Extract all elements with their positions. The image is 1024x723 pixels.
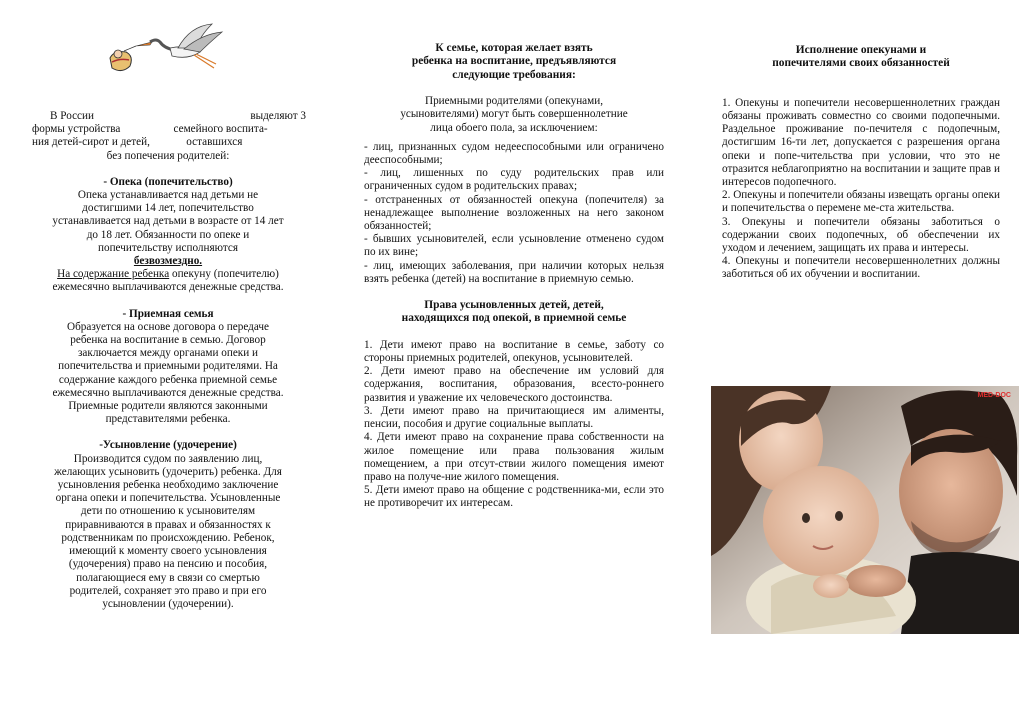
requirements-heading: К семье, которая желает взять ребенка на воспитание, предъявляются следующие требования: xyxy=(411,42,617,81)
list-item: - лиц, признанных судом недееспособными или ограничено дееспособными; xyxy=(364,140,664,167)
section-guardianship-title: - Опека (попечительство) xyxy=(103,175,233,188)
list-item: 1. Опекуны и попечители несовершеннолетних граждан обязаны проживать совместно со своими подопечными. Раздельное проживание по-печителя с подопечным, достигшим 16-ти лет, допускается с разрешения органа опеки и попе-чительства при условии, что это не отразится неблагоприятно на воспитании и защите прав и интересов подопечного. xyxy=(722,96,1000,189)
list-item: 2. Опекуны и попечители обязаны извещать органы опеки и попечительства о перемене ме-ста жительства. xyxy=(722,189,1000,215)
section-adoption-text: Производится судом по заявлению лиц, желающих усыновить (удочерить) ребенка. Для усыновления ребенка необходимо заключение органа опеки и попечительства. Усыновленные дети по отношению к усыновителям приравниваются в правах и обязанностях к родственникам по происхождению. Ребенок, имеющий к моменту своего усыновления (удочерения) право на пенсию и пособия, полагающиеся ему в связи со смертью родителей, сохраняет это право и при его усыновлении (удочерении). xyxy=(54,452,282,610)
stork-icon xyxy=(104,22,224,82)
family-photo xyxy=(711,386,1019,634)
intro-text: В России выделяют 3 формы устройства семейного воспита- ния детей-сирот и детей, оставшихся без попечения родителей: xyxy=(32,110,306,162)
list-item: 2. Дети имеют право на обеспечение им условий для содержания, воспитания, образования, всесто-роннего развития и уважение их человеческого достоинства. xyxy=(364,365,664,404)
list-item: - лиц, лишенных по суду родительских прав или ограниченных судом в родительских правах; xyxy=(364,167,664,193)
section-foster-title: - Приемная семья xyxy=(122,307,214,320)
exclusions-list xyxy=(364,141,664,286)
list-item: 5. Дети имеют право на общение с родственника-ми, если это не противоречит их интересам. xyxy=(364,484,664,510)
section-guardianship-text: Опека устанавливается над детьми не достигшими 14 лет, попечительство устанавливается над детьми в возрасте от 14 лет до 18 лет. Обязанности по опеке и попечительству исполняются безвозмездно. На содержание ребенка опекуну (попечителю) ежемесячно выплачиваются денежные средства. xyxy=(52,189,284,294)
requirements-intro: Приемными родителями (опекунами, усыновителями) могут быть совершеннолетние лица обоего пола, за исключением: xyxy=(400,95,628,134)
rights-heading: Права усыновленных детей, детей, находящихся под опекой, в приемной семье xyxy=(401,299,627,325)
rights-list xyxy=(364,339,664,511)
duties-heading: Исполнение опекунами и попечителями своих обязанностей xyxy=(772,44,950,70)
list-item: - лиц, имеющих заболевания, при наличии которых нельзя взять ребенка (детей) на воспитание в приемную семью. xyxy=(364,259,664,285)
list-item: 3. Опекуны и попечители обязаны заботиться о содержании своих подопечных, об обеспечении их уходом и лечением, защищать их права и интересы. xyxy=(722,215,1000,255)
section-adoption-title: -Усыновление (удочерение) xyxy=(99,439,237,452)
list-item: 3. Дети имеют право на причитающиеся им алименты, пенсии, пособия и другие социальные выплаты. xyxy=(364,404,664,431)
section-foster-text: Образуется на основе договора о передаче ребенка на воспитание в семью. Договор заключается между органами опеки и попечительства и приемными родителями. На содержание каждого ребенка приемной семье ежемесячно выплачиваются денежные средства. Приемные родители являются законными представителями ребенка. xyxy=(52,320,284,426)
watermark-badge: MED-DOC xyxy=(977,392,1011,399)
list-item: - бывших усыновителей, если усыновление отменено судом по их вине; xyxy=(364,233,664,259)
list-item: 4. Дети имеют право на сохранение права собственности на жилое помещение или права пользования жилым помещением, а при отсут-ствии жилого помещения имеют право на получе-ние жилого помещения. xyxy=(364,431,664,483)
list-item: 1. Дети имеют право на воспитание в семье, заботу со стороны приемных родителей, опекунов, усыновителей. xyxy=(364,338,664,365)
duties-list xyxy=(722,97,1000,282)
list-item: - отстраненных от обязанностей опекуна (попечителя) за ненадлежащее выполнение возложенных на него законом обязанностей; xyxy=(364,193,664,233)
list-item: 4. Опекуны и попечители несовершеннолетних должны заботиться об их обучении и воспитании. xyxy=(722,255,1000,281)
